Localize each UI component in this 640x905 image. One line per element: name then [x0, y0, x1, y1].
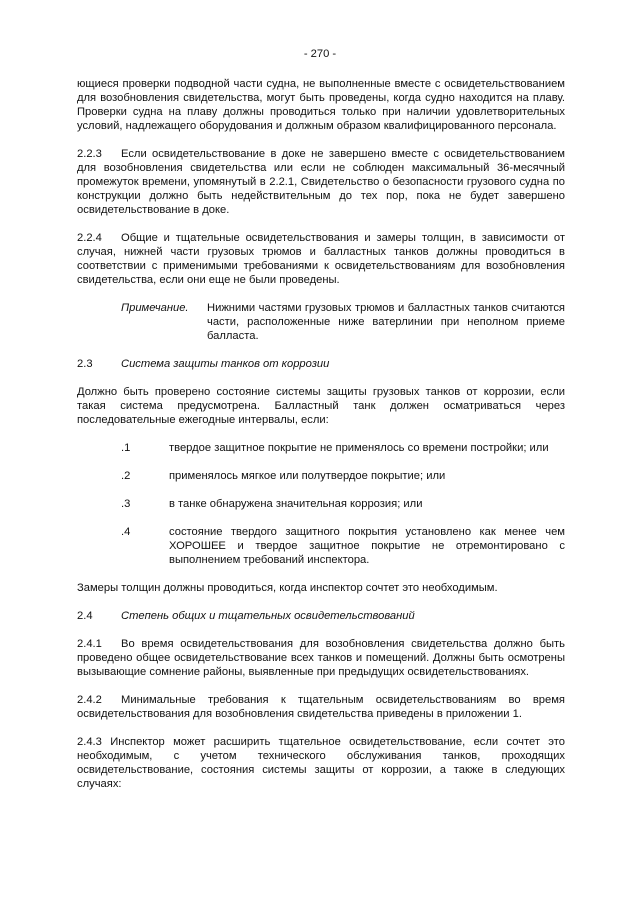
- paragraph-2-3: Должно быть проверено состояние системы защиты грузовых танков от коррозии, если такая система предусмотрена. Балластный танк должен осматриваться через последовательные ежегодные интервалы, если:: [77, 386, 565, 426]
- list-item-text: состояние твердого защитного покрытия установлено как менее чем ХОРОШЕЕ и твердое защитное покрытие не отремонтировано с выполнением требований инспектора.: [169, 526, 565, 566]
- list-item-number: .1: [121, 442, 131, 454]
- list-item: [77, 469, 565, 483]
- page-number: - 270 -: [303, 48, 337, 60]
- list-item-number: .3: [121, 498, 131, 510]
- paragraph-number: 2.4.2: [77, 694, 102, 706]
- paragraph-text: Во время освидетельствования для возобновления свидетельства должно быть проведено общее освидетельствование всех танков и помещений. Должны быть осмотрены вызывающие сомнение районы, выявленные при предыдущих освидетельствованиях.: [77, 638, 565, 678]
- paragraph-2-2-4: [77, 231, 565, 287]
- paragraph-2-4-2: [77, 693, 565, 721]
- section-heading-2-4: [77, 609, 565, 623]
- paragraph-number: 2.4.1: [77, 638, 102, 650]
- section-heading-2-3: [77, 357, 565, 371]
- list-item-text: твердое защитное покрытие не применялось со времени постройки; или: [169, 442, 549, 454]
- list-item-text: в танке обнаружена значительная коррозия; или: [169, 498, 423, 510]
- note-label: Примечание.: [121, 302, 189, 314]
- section-title: Система защиты танков от коррозии: [121, 358, 330, 370]
- section-number: 2.3: [77, 358, 93, 370]
- paragraph-number: 2.2.4: [77, 232, 102, 244]
- list-item: [77, 525, 565, 567]
- list-item: [77, 441, 565, 455]
- paragraph-thickness: Замеры толщин должны проводиться, когда инспектор сочтет это необходимым.: [77, 582, 498, 594]
- document-body: [77, 77, 565, 791]
- paragraph-2-4-3: 2.4.3 Инспектор может расширить тщательное освидетельствование, если сочтет это необходимым, с учетом технического обслуживания танков, проходящих освидетельствование, состояния системы защиты от коррозии, а также в следующих случаях:: [77, 736, 565, 790]
- paragraph-text: Минимальные требования к тщательным освидетельствованиям во время освидетельствования для возобновления свидетельства приведены в приложении 1.: [77, 694, 565, 720]
- paragraph-text: Общие и тщательные освидетельствования и замеры толщин, в зависимости от случая, нижней части грузовых трюмов и балластных танков должны проводиться в соответствии с применимыми требованиями к освидетельствованиям для возобновления свидетельства, если они еще не были проведены.: [77, 232, 565, 286]
- note-text: Нижними частями грузовых трюмов и балластных танков считаются части, расположенные ниже ватерлинии при неполном приеме балласта.: [207, 302, 565, 342]
- note: [121, 301, 565, 343]
- paragraph-2-2-3: [77, 147, 565, 217]
- list-item: [77, 497, 565, 511]
- section-number: 2.4: [77, 610, 93, 622]
- section-title: Степень общих и тщательных освидетельствований: [121, 610, 415, 622]
- list-item-number: .2: [121, 470, 131, 482]
- list-item-number: .4: [121, 526, 131, 538]
- paragraph-2-4-1: [77, 637, 565, 679]
- list-item-text: применялось мягкое или полутвердое покрытие; или: [169, 470, 446, 482]
- paragraph-text: Если освидетельствование в доке не завершено вместе с освидетельствованием для возобновления свидетельства или если не соблюден максимальный 36-месячный промежуток времени, упомянутый в 2.2.1, Свидетельство о безопасности грузового судна по конструкции должно быть недействительным до тех пор, пока не будет завершено освидетельствование в доке.: [77, 148, 565, 216]
- paragraph-intro: ющиеся проверки подводной части судна, не выполненные вместе с освидетельствованием для возобновления свидетельства, могут быть проведены, когда судно находится на плаву. Проверки судна на плаву должны проводиться только при наличии удовлетворительных условий, надлежащего оборудования и должным образом квалифицированного персонала.: [77, 78, 565, 132]
- paragraph-number: 2.2.3: [77, 148, 102, 160]
